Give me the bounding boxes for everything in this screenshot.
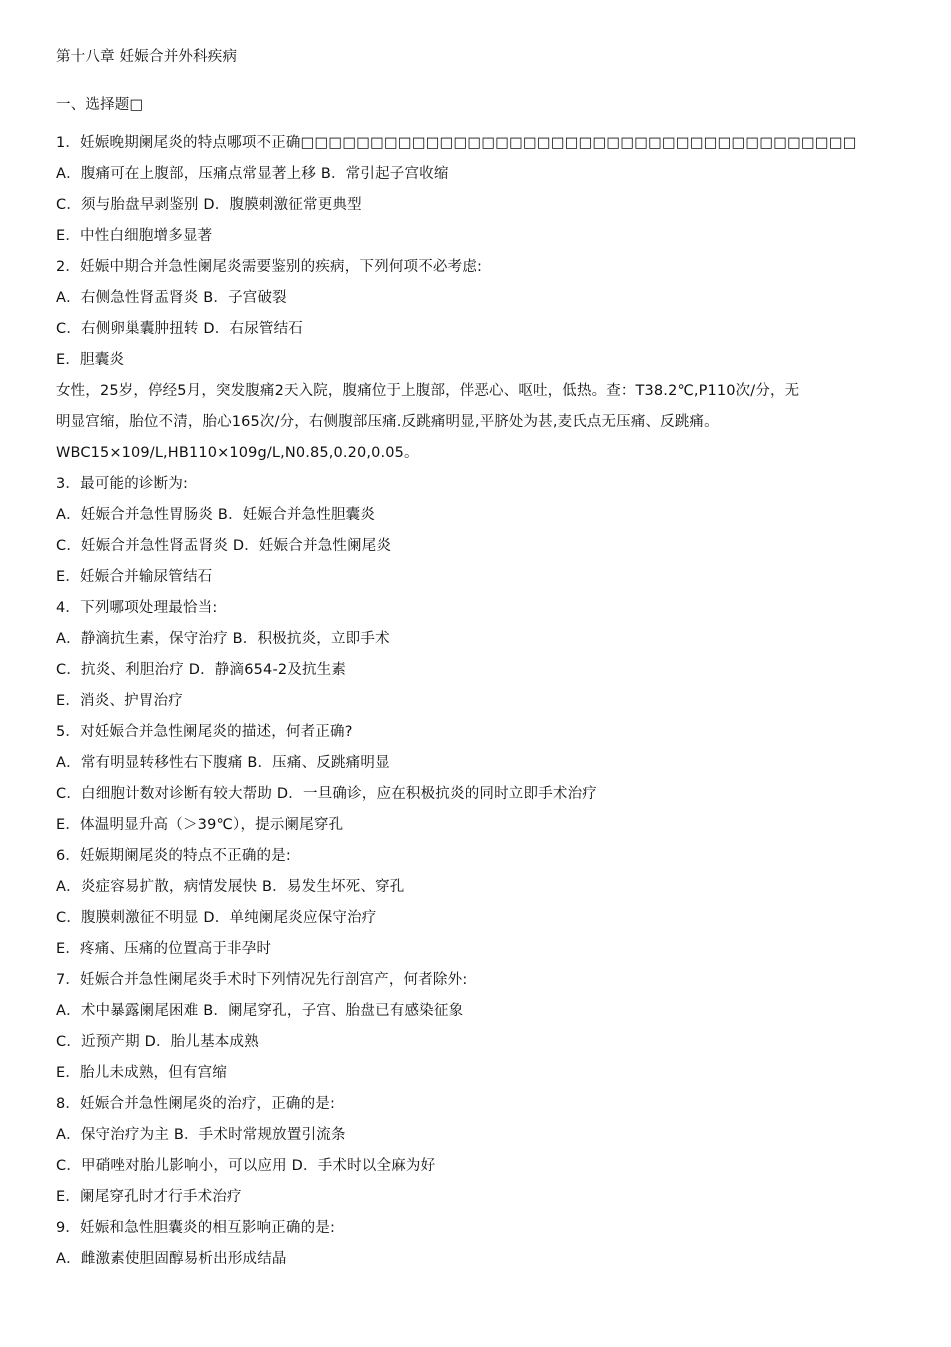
question-2-option-e: E．胆囊炎	[56, 352, 125, 368]
question-4-options-cd: C．抗炎、利胆治疗 D．静滴654-2及抗生素	[56, 662, 347, 678]
case-description-line-2: 明显宫缩，胎位不清，胎心165次/分，右侧腹部压痛.反跳痛明显,平脐处为甚,麦氏点无压痛、反跳痛。	[56, 414, 719, 430]
question-1-option-e: E．中性白细胞增多显著	[56, 228, 213, 244]
question-4-option-e: E．消炎、护胃治疗	[56, 693, 183, 709]
question-9: 9．妊娠和急性胆囊炎的相互影响正确的是:	[56, 1220, 336, 1236]
question-7-options-cd: C．近预产期 D．胎儿基本成熟	[56, 1034, 259, 1050]
question-1-options-ab: A．腹痛可在上腹部，压痛点常显著上移 B．常引起子宫收缩	[56, 166, 449, 182]
question-5-option-e: E．体温明显升高（＞39℃），提示阑尾穿孔	[56, 817, 344, 833]
question-2-options-ab: A．右侧急性肾盂肾炎 B．子宫破裂	[56, 290, 287, 306]
question-6: 6．妊娠期阑尾炎的特点不正确的是:	[56, 848, 292, 864]
question-6-options-cd: C．腹膜刺激征不明显 D．单纯阑尾炎应保守治疗	[56, 910, 377, 926]
question-5-options-ab: A．常有明显转移性右下腹痛 B．压痛、反跳痛明显	[56, 755, 390, 771]
question-8-options-cd: C．甲硝唑对胎儿影响小，可以应用 D．手术时以全麻为好	[56, 1158, 436, 1174]
case-description-line-3: WBC15×109/L,HB110×109g/L,N0.85,0.20,0.05。	[56, 445, 419, 461]
question-8: 8．妊娠合并急性阑尾炎的治疗，正确的是:	[56, 1096, 336, 1112]
question-7: 7．妊娠合并急性阑尾炎手术时下列情况先行剖宫产，何者除外:	[56, 972, 468, 988]
question-4: 4．下列哪项处理最恰当:	[56, 600, 218, 616]
question-1-options-cd: C．须与胎盘早剥鉴别 D．腹膜刺激征常更典型	[56, 197, 362, 213]
question-3-options-ab: A．妊娠合并急性胃肠炎 B．妊娠合并急性胆囊炎	[56, 507, 376, 523]
question-6-options-ab: A．炎症容易扩散，病情发展快 B．易发生坏死、穿孔	[56, 879, 405, 895]
question-3-options-cd: C．妊娠合并急性肾盂肾炎 D．妊娠合并急性阑尾炎	[56, 538, 392, 554]
question-4-options-ab: A．静滴抗生素，保守治疗 B．积极抗炎，立即手术	[56, 631, 390, 647]
question-2-options-cd: C．右侧卵巢囊肿扭转 D．右尿管结石	[56, 321, 303, 337]
question-3-option-e: E．妊娠合并输尿管结石	[56, 569, 213, 585]
chapter-title: 第十八章 妊娠合并外科疾病	[56, 49, 238, 65]
question-2: 2．妊娠中期合并急性阑尾炎需要鉴别的疾病，下列何项不必考虑:	[56, 259, 483, 275]
question-9-option-a: A．雌激素使胆固醇易析出形成结晶	[56, 1251, 287, 1267]
question-8-options-ab: A．保守治疗为主 B．手术时常规放置引流条	[56, 1127, 346, 1143]
question-7-options-ab: A．术中暴露阑尾困难 B．阑尾穿孔，子宫、胎盘已有感染征象	[56, 1003, 464, 1019]
question-5-options-cd: C．白细胞计数对诊断有较大帮助 D．一旦确诊，应在积极抗炎的同时立即手术治疗	[56, 786, 597, 802]
question-7-option-e: E．胎儿未成熟，但有宫缩	[56, 1065, 228, 1081]
question-5: 5．对妊娠合并急性阑尾炎的描述，何者正确?	[56, 724, 353, 740]
question-6-option-e: E．疼痛、压痛的位置高于非孕时	[56, 941, 272, 957]
section-title: 一、选择题□	[56, 97, 144, 113]
question-8-option-e: E．阑尾穿孔时才行手术治疗	[56, 1189, 242, 1205]
case-description-line-1: 女性，25岁，停经5月，突发腹痛2天入院，腹痛位于上腹部，伴恶心、呕吐，低热。查：T38.2℃,P110次/分，无	[56, 383, 800, 399]
question-1: 1．妊娠晚期阑尾炎的特点哪项不正确□□□□□□□□□□□□□□□□□□□□□□□□□□□□□□□□□□□□□□□□	[56, 135, 857, 151]
question-3: 3．最可能的诊断为:	[56, 476, 189, 492]
